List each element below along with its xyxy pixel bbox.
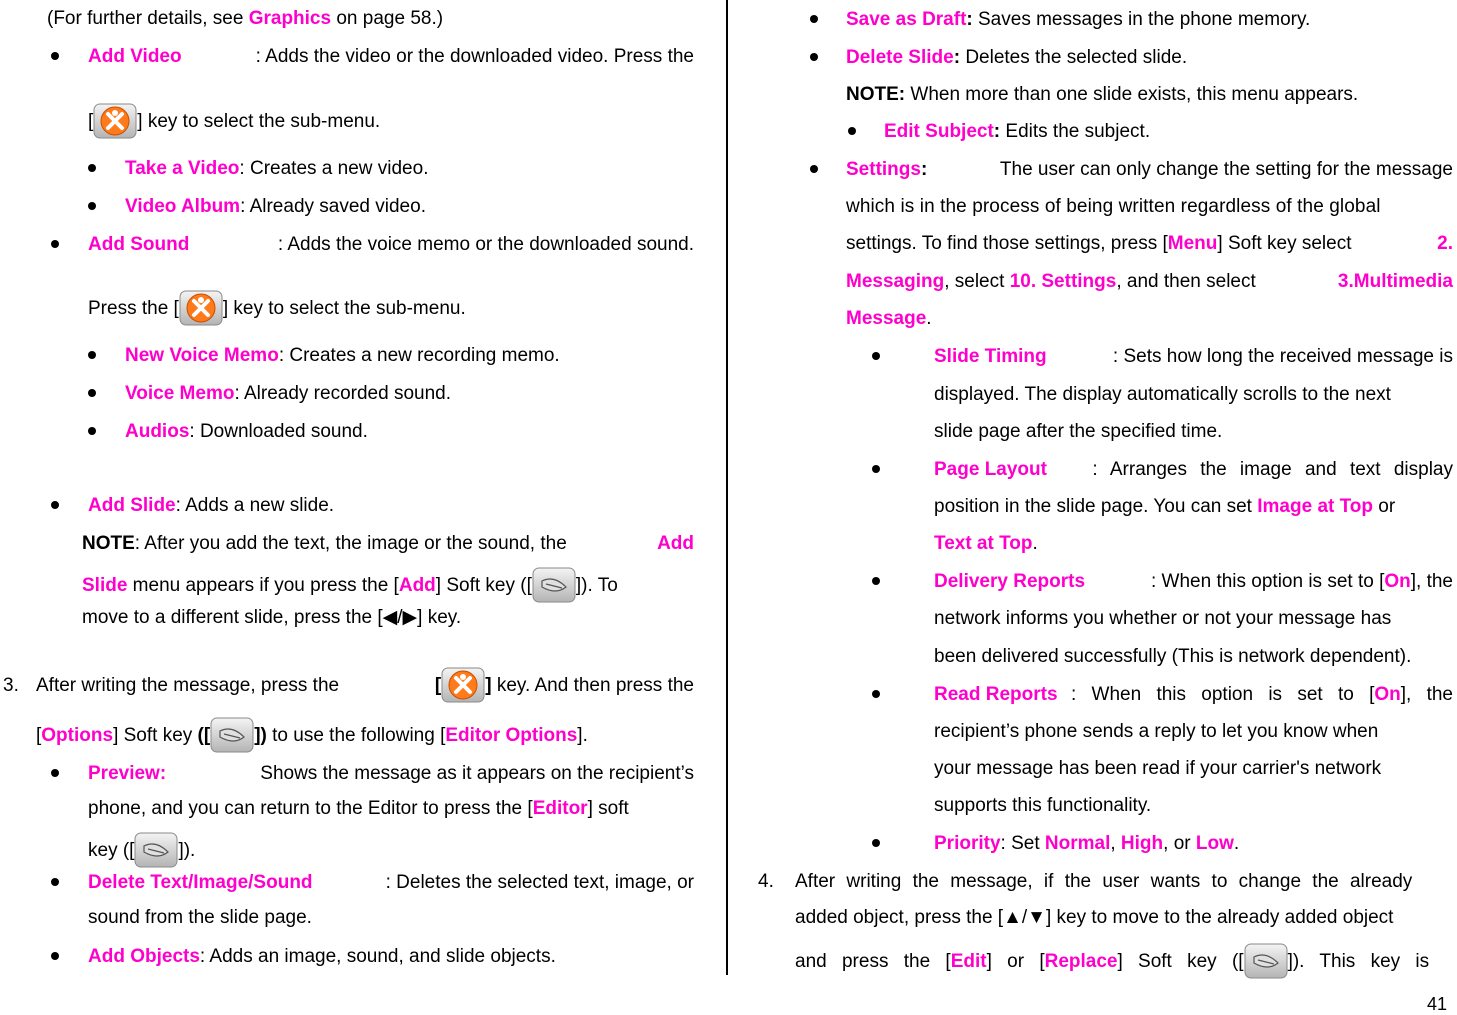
- bullet-icon: [51, 769, 59, 777]
- add-video-line-2: [ ] key to select the sub-menu.: [88, 110, 380, 134]
- bullet-icon: [51, 501, 59, 509]
- add-sound-line-1: Add Sound : Adds the voice memo or the downloaded sound.: [88, 234, 694, 255]
- preview-line-3: key ([ ]).: [88, 839, 195, 863]
- add-objects-item: Add Objects: Adds an image, sound, and slide objects.: [88, 946, 556, 967]
- bullet-icon: [51, 240, 59, 248]
- bullet-icon: [51, 52, 59, 60]
- note-2: NOTE: When more than one slide exists, this menu appears.: [846, 84, 1359, 105]
- delete-slide-item: Delete Slide: Deletes the selected slide.: [846, 47, 1188, 68]
- read-reports-line-1: Read Reports : When this option is set to [On], the: [934, 684, 1453, 705]
- slide-timing-line-2: displayed. The display automatically scrolls to the next: [934, 384, 1391, 405]
- slide-timing-line-1: Slide Timing : Sets how long the received message is: [934, 346, 1453, 367]
- soft-key-icon: [210, 717, 254, 753]
- ok-key-icon: [441, 667, 485, 703]
- bullet-icon: [88, 202, 96, 210]
- priority-item: Priority: Set Normal, High, or Low.: [934, 833, 1240, 854]
- step-4-number: 4.: [758, 871, 774, 892]
- settings-line-5: Message.: [846, 308, 932, 329]
- note-line-2: Slide menu appears if you press the [Add] Soft key ([ ]). To: [82, 574, 618, 598]
- page-layout-line-3: Text at Top.: [934, 533, 1038, 554]
- step-3-line-1: After writing the message, press the [ ] key. And then press the: [36, 674, 694, 698]
- soft-key-icon: [532, 567, 576, 603]
- bullet-icon: [872, 352, 880, 360]
- soft-key-icon: [1244, 943, 1288, 979]
- settings-line-3: settings. To find those settings, press [Menu] Soft key select 2.: [846, 233, 1453, 254]
- bullet-icon: [88, 389, 96, 397]
- delete-text-line-2: sound from the slide page.: [88, 907, 312, 928]
- add-video-line-1: Add Video : Adds the video or the downloaded video. Press the: [88, 46, 694, 67]
- bullet-icon: [88, 164, 96, 172]
- bullet-icon: [51, 878, 59, 886]
- bullet-icon: [872, 839, 880, 847]
- bullet-icon: [872, 465, 880, 473]
- add-slide-item: Add Slide: Adds a new slide.: [88, 495, 335, 516]
- preview-line-2: phone, and you can return to the Editor to press the [Editor] soft: [88, 798, 629, 819]
- ok-key-icon: [179, 290, 223, 326]
- new-voice-memo-item: New Voice Memo: Creates a new recording memo.: [125, 345, 560, 366]
- settings-line-4: Messaging, select 10. Settings, and then select 3.Multimedia: [846, 271, 1453, 292]
- bullet-icon: [810, 15, 818, 23]
- bullet-icon: [810, 53, 818, 61]
- add-sound-line-2: Press the [ ] key to select the sub-menu.: [88, 297, 466, 321]
- voice-memo-item: Voice Memo: Already recorded sound.: [125, 383, 451, 404]
- settings-line-1: Settings: The user can only change the setting for the message: [846, 159, 1453, 180]
- graphics-link[interactable]: Graphics: [248, 8, 332, 29]
- step-3-line-2: [Options] Soft key ([ ]) to use the following [Editor Options].: [36, 724, 588, 748]
- bullet-icon: [810, 165, 818, 173]
- step-3-number: 3.: [3, 675, 19, 696]
- video-album-item: Video Album: Already saved video.: [125, 196, 426, 217]
- soft-key-icon: [134, 832, 178, 868]
- column-divider: [726, 0, 728, 975]
- read-reports-line-4: supports this functionality.: [934, 795, 1152, 816]
- take-video-item: Take a Video: Creates a new video.: [125, 158, 429, 179]
- intro-line: (For further details, see Graphics on page 58.): [47, 8, 444, 29]
- page-layout-line-1: Page Layout : Arranges the image and text display: [934, 459, 1453, 480]
- delete-text-line-1: Delete Text/Image/Sound : Deletes the selected text, image, or: [88, 872, 694, 893]
- slide-timing-line-3: slide page after the specified time.: [934, 421, 1223, 442]
- note-line-1: NOTE: After you add the text, the image or the sound, the Add: [82, 533, 694, 554]
- page-number: 41: [1427, 994, 1448, 1014]
- save-as-draft-item: Save as Draft: Saves messages in the phone memory.: [846, 9, 1311, 30]
- step-4-line-3: and press the [Edit] or [Replace] Soft key ([ ]). This key is: [795, 950, 1453, 974]
- bullet-icon: [872, 690, 880, 698]
- step-4-line-2: added object, press the [▲/▼] key to move to the already added object: [795, 907, 1394, 928]
- edit-subject-item: Edit Subject: Edits the subject.: [884, 121, 1151, 142]
- bullet-icon: [51, 952, 59, 960]
- note-line-3: move to a different slide, press the [◀/▶] key.: [82, 607, 462, 628]
- delivery-reports-line-3: been delivered successfully (This is network dependent).: [934, 646, 1412, 667]
- bullet-icon: [848, 127, 856, 135]
- audios-item: Audios: Downloaded sound.: [125, 421, 368, 442]
- settings-line-2: which is in the process of being written regardless of the global: [846, 196, 1381, 217]
- preview-line-1: Preview: Shows the message as it appears on the recipient’s: [88, 763, 694, 784]
- step-4-line-1: After writing the message, if the user wants to change the already: [795, 871, 1413, 892]
- ok-key-icon: [93, 103, 137, 139]
- read-reports-line-3: your message has been read if your carrier's network: [934, 758, 1382, 779]
- bullet-icon: [88, 427, 96, 435]
- delivery-reports-line-1: Delivery Reports : When this option is set to [On], the: [934, 571, 1453, 592]
- page-layout-line-2: position in the slide page. You can set Image at Top or: [934, 496, 1396, 517]
- bullet-icon: [88, 351, 96, 359]
- read-reports-line-2: recipient’s phone sends a reply to let you know when: [934, 721, 1379, 742]
- delivery-reports-line-2: network informs you whether or not your message has: [934, 608, 1392, 629]
- bullet-icon: [872, 577, 880, 585]
